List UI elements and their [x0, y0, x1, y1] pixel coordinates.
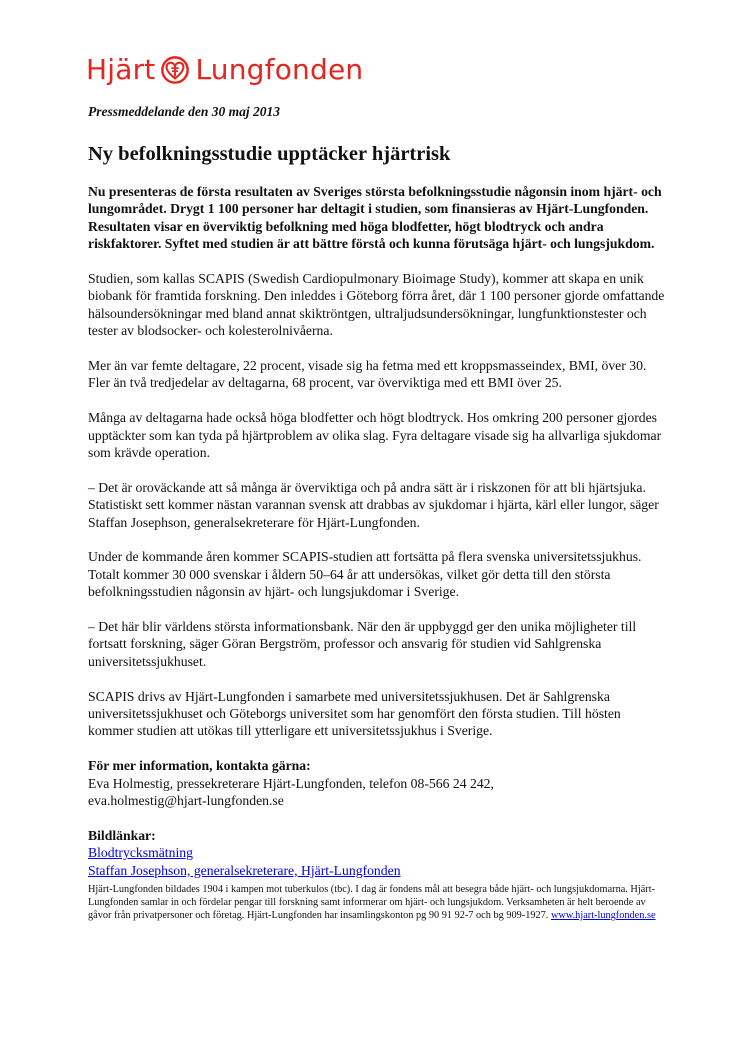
- body-paragraph: SCAPIS drivs av Hjärt-Lungfonden i samarbete med universitetssjukhusen. Det är Sahlgrenska universitetssjukhuset och Göteborgs universitet som har genomfört den första studien. Till hösten kommer studien att utökas till ytterligare ett universitetssjukhus i Sverige.: [88, 688, 621, 739]
- image-links-heading: Bildlänkar:: [88, 827, 156, 843]
- quote-paragraph: – Det är oroväckande att så många är överviktiga och på andra sätt är i riskzonen för att bli hjärtsjuka. Statistiskt sett kommer nästan varannan svensk att drabbas av sjukdomar i hjärta, kärl eller lungor, säger Staffan Josephson, generalsekreterare för Hjärt-Lungfonden.: [88, 479, 659, 530]
- image-link-blood-pressure[interactable]: Blodtrycksmätning: [88, 845, 193, 861]
- heart-logo-icon: [160, 55, 190, 85]
- brand-name-right: Lungfonden: [195, 53, 364, 86]
- website-link[interactable]: www.hjart-lungfonden.se: [550, 910, 656, 922]
- image-links-block: [88, 827, 668, 879]
- body-paragraph: Mer än var femte deltagare, 22 procent, visade sig ha fetma med ett kroppsmasseindex, BMI, över 30. Fler än två tredjedelar av deltagarna, 68 procent, var överviktiga med ett BMI över 25.: [88, 358, 647, 391]
- lead-paragraph: Nu presenteras de första resultaten av Sveriges största befolkningsstudie någonsin inom hjärt- och lungområdet. Drygt 1 100 personer har deltagit i studien, som finansieras av Hjärt-Lungfonden. Resultaten visar en överviktig befolkning med höga blodfetter, högt blodtryck och andra riskfaktorer. Syftet med studien är att bättre förstå och kunna förutsäga hjärt- och lungsjukdom.: [88, 184, 662, 252]
- headline: Ny befolkningsstudie upptäcker hjärtrisk: [88, 143, 451, 165]
- quote-paragraph: – Det här blir världens största informationsbank. När den är uppbyggd ger den unika möjligheter till fortsatt forskning, säger Göran Bergström, professor och ansvarig för studien vid Sahlgrenska universitetssjukhuset.: [88, 619, 637, 669]
- contact-heading: För mer information, kontakta gärna:: [88, 758, 311, 774]
- contact-email: eva.holmestig@hjart-lungfonden.se: [88, 793, 284, 809]
- body-paragraph: Studien, som kallas SCAPIS (Swedish Cardiopulmonary Bioimage Study), kommer att skapa en unik biobank för framtida forskning. Den inleddes i Göteborg förra året, där 1 100 personer gjorde omfattande hälsoundersökningar med bland annat skiktröntgen, ultraljudsundersökningar, lungfunktionstester och tester av blodsocker- och kolesterolnivåerna.: [88, 271, 665, 339]
- contact-block: [88, 757, 668, 809]
- body-paragraph: Under de kommande åren kommer SCAPIS-studien att fortsätta på flera svenska universitetssjukhus. Totalt kommer 30 000 svenskar i åldern 50–64 år att undersökas, vilket gör detta till den största befolkningsstudien någonsin av hjärt- och lungsjukdomar i Sverige.: [88, 549, 642, 600]
- image-link-staffan-josephson[interactable]: Staffan Josephson, generalsekreterare, Hjärt-Lungfonden: [88, 862, 401, 878]
- press-release-date: Pressmeddelande den 30 maj 2013: [88, 104, 280, 119]
- body-paragraph: Många av deltagarna hade också höga blodfetter och högt blodtryck. Hos omkring 200 personer gjordes upptäckter som kan tyda på hjärtproblem av olika slag. Fyra deltagare visade sig ha allvarliga sjukdomar som krävde operation.: [88, 410, 662, 461]
- article-body: [88, 183, 668, 940]
- brand-name-left: Hjärt: [86, 53, 156, 86]
- footer-text: Hjärt-Lungfonden bildades 1904 i kampen mot tuberkulos (tbc). I dag är fondens mål att besegra både hjärt- och lungsjukdomarna. Hjärt-Lungfonden samlar in och fördelar pengar till forskning samt informerar om hjärt- och lungsjukdom. Verksamheten är helt beroende av gåvor från privatpersoner och företag. Hjärt-Lungfonden har insamlingskonton pg 90 91 92-7 och bg 909-1927.: [88, 884, 656, 922]
- organization-footer: [88, 883, 668, 922]
- brand-logo: [86, 50, 363, 90]
- contact-line: Eva Holmestig, pressekreterare Hjärt-Lungfonden, telefon 08-566 24 242,: [88, 775, 494, 791]
